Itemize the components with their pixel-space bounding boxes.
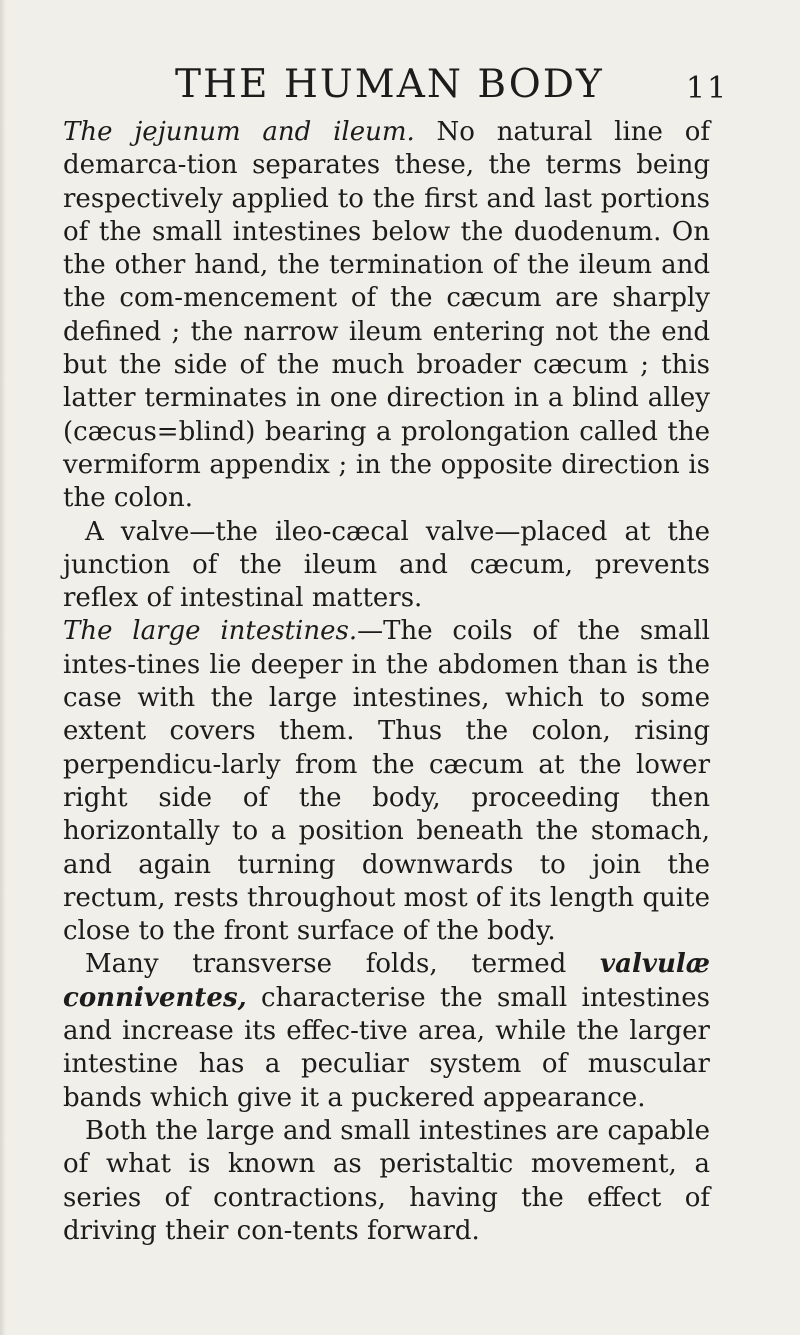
page-edge-shadow [0,0,6,1335]
latin-term: valvulæ conniventes, [63,949,710,1013]
paragraph-peristaltic [63,1115,710,1248]
body-text [63,116,710,1248]
paragraph-text: Both the large and small intestines are capable of what is known as peristaltic movement, a series of contractions, having the effect of driving their con-tents forward. [63,1115,710,1246]
paragraph-text: characterise the small intestines and increase its effec-tive area, while the larger intestine has a peculiar system of muscular bands which give it a puckered appearance. [63,982,710,1113]
paragraph-valve [63,516,710,616]
section-heading-jejunum-ileum: The jejunum and ileum. [63,117,415,147]
paragraph-text: Many transverse folds, termed [85,949,601,980]
paragraph-text: No natural line of demarca-tion separates these, the terms being respectively applied to the first and last portions of the small intestines below the duodenum. On the other hand, the termination of the ileum and the com-mencement of the cæcum are sharply defined ; the narrow ileum entering not the end but the side of the much broader cæcum ; this latter terminates in one direction in a blind alley (cæcus=blind) bearing a prolongation called the vermiform appendix ; in the opposite direction is the colon. [63,117,710,514]
paragraph-jejunum-ileum [63,116,710,516]
paragraph-large-intestines [63,615,710,948]
page-header [0,60,800,110]
paragraph-text: A valve—the ileo-cæcal valve—placed at the junction of the ileum and cæcum, prevents reflex of intestinal matters. [63,516,710,614]
paragraph-transverse-folds [63,948,710,1114]
page-number: 11 [686,71,729,106]
section-heading-large-intestines: The large intestines. [63,616,358,647]
running-head: THE HUMAN BODY [175,62,604,107]
paragraph-text: —The coils of the small intes-tines lie deeper in the abdomen than is the case with the large intestines, which to some extent covers them. Thus the colon, rising perpendicu-larly from the cæcum at the lower right side of the body, proceeding then horizontally to a position beneath the stomach, and again turning downwards to join the rectum, rests throughout most of its length quite close to the front surface of the body. [63,616,710,947]
